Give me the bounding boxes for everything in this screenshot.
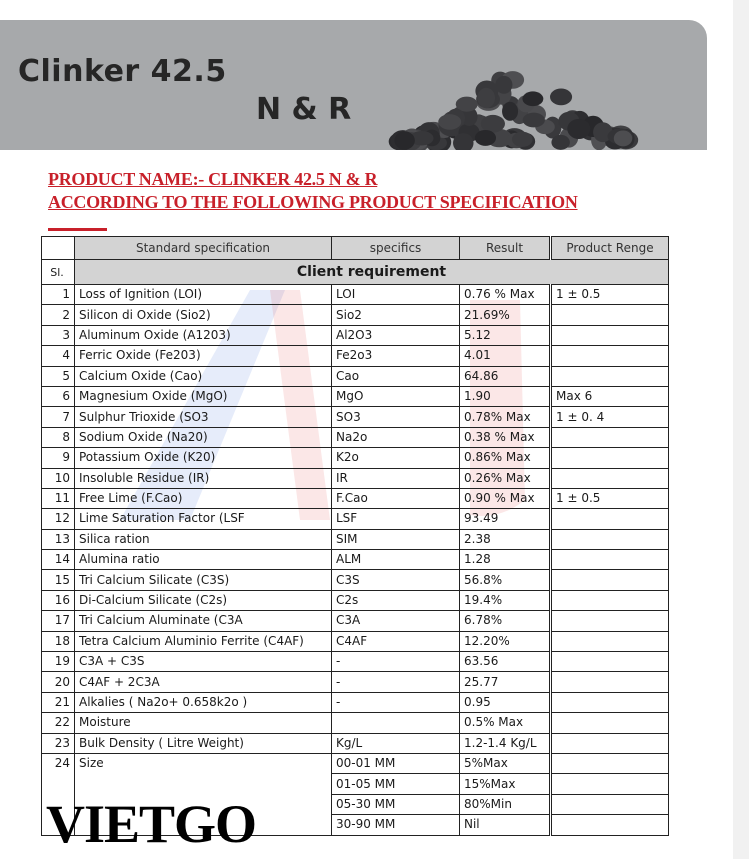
clinker-nodule bbox=[502, 102, 518, 121]
table-row bbox=[42, 468, 669, 488]
row-result: 0.86% Max bbox=[460, 448, 551, 468]
clinker-nodule bbox=[614, 130, 632, 146]
row-specification: Aluminum Oxide (A1203) bbox=[75, 325, 332, 345]
row-specification: C4AF + 2C3A bbox=[75, 672, 332, 692]
clinker-nodule bbox=[567, 119, 590, 139]
header-standard-specification: Standard specification bbox=[75, 237, 332, 260]
row-specification: Di-Calcium Silicate (C2s) bbox=[75, 590, 332, 610]
row-specification: Tetra Calcium Aluminio Ferrite (C4AF) bbox=[75, 631, 332, 651]
size-range: 00-01 MM bbox=[332, 753, 460, 773]
row-number: 2 bbox=[42, 305, 75, 325]
table-row bbox=[42, 611, 669, 631]
row-product-range bbox=[551, 753, 669, 773]
row-specifics: Sio2 bbox=[332, 305, 460, 325]
row-product-range: Max 6 bbox=[551, 386, 669, 406]
row-specification: Free Lime (F.Cao) bbox=[75, 488, 332, 508]
row-specifics: LOI bbox=[332, 285, 460, 305]
row-specification: C3A + C3S bbox=[75, 652, 332, 672]
row-number: 5 bbox=[42, 366, 75, 386]
row-result: 0.90 % Max bbox=[460, 488, 551, 508]
row-specification: Sulphur Trioxide (SO3 bbox=[75, 407, 332, 427]
table-row bbox=[42, 366, 669, 386]
table-row bbox=[42, 325, 669, 345]
row-product-range bbox=[551, 468, 669, 488]
table-row bbox=[42, 509, 669, 529]
row-result: 56.8% bbox=[460, 570, 551, 590]
row-specifics: IR bbox=[332, 468, 460, 488]
table-row bbox=[42, 448, 669, 468]
row-specifics: - bbox=[332, 672, 460, 692]
row-specifics: C2s bbox=[332, 590, 460, 610]
size-range: 01-05 MM bbox=[332, 774, 460, 794]
product-banner bbox=[0, 20, 707, 150]
size-result: 80%Min bbox=[460, 794, 551, 814]
row-specification: Alumina ratio bbox=[75, 550, 332, 570]
row-product-range bbox=[551, 590, 669, 610]
row-number: 4 bbox=[42, 346, 75, 366]
row-product-range bbox=[551, 529, 669, 549]
heading-line-2: ACCORDING TO THE FOLLOWING PRODUCT SPECIFICATION bbox=[48, 192, 578, 212]
row-specifics: Al2O3 bbox=[332, 325, 460, 345]
row-product-range bbox=[551, 305, 669, 325]
row-product-range bbox=[551, 733, 669, 753]
row-specifics: Na2o bbox=[332, 427, 460, 447]
row-specifics: MgO bbox=[332, 386, 460, 406]
row-specification: Sodium Oxide (Na20) bbox=[75, 427, 332, 447]
row-product-range bbox=[551, 652, 669, 672]
clinker-nodule bbox=[550, 89, 572, 106]
row-product-range bbox=[551, 570, 669, 590]
row-specification: Tri Calcium Silicate (C3S) bbox=[75, 570, 332, 590]
red-underline-bar bbox=[48, 228, 107, 231]
row-number: 24 bbox=[42, 753, 75, 835]
row-result: 93.49 bbox=[460, 509, 551, 529]
row-result: 21.69% bbox=[460, 305, 551, 325]
row-result: 12.20% bbox=[460, 631, 551, 651]
row-specification: Loss of Ignition (LOI) bbox=[75, 285, 332, 305]
row-specification: Bulk Density ( Litre Weight) bbox=[75, 733, 332, 753]
row-result: 1.90 bbox=[460, 386, 551, 406]
row-number: 1 bbox=[42, 285, 75, 305]
table-row bbox=[42, 631, 669, 651]
row-result: 25.77 bbox=[460, 672, 551, 692]
table-row bbox=[42, 305, 669, 325]
row-result: 0.26% Max bbox=[460, 468, 551, 488]
table-row bbox=[42, 570, 669, 590]
row-specifics: Kg/L bbox=[332, 733, 460, 753]
row-number: 14 bbox=[42, 550, 75, 570]
row-number: 10 bbox=[42, 468, 75, 488]
row-product-range bbox=[551, 611, 669, 631]
row-result: 6.78% bbox=[460, 611, 551, 631]
row-number: 11 bbox=[42, 488, 75, 508]
row-result: 0.5% Max bbox=[460, 713, 551, 733]
clinker-pile-image bbox=[378, 65, 648, 150]
row-product-range: 1 ± 0.5 bbox=[551, 488, 669, 508]
table-row bbox=[42, 672, 669, 692]
clinker-nodule bbox=[512, 132, 533, 147]
table-row bbox=[42, 529, 669, 549]
row-specification: Insoluble Residue (IR) bbox=[75, 468, 332, 488]
row-specifics: LSF bbox=[332, 509, 460, 529]
row-specification: Calcium Oxide (Cao) bbox=[75, 366, 332, 386]
row-result: 19.4% bbox=[460, 590, 551, 610]
table-row-size bbox=[42, 753, 669, 773]
row-number: 12 bbox=[42, 509, 75, 529]
table-row bbox=[42, 550, 669, 570]
row-number: 22 bbox=[42, 713, 75, 733]
row-specifics: Fe2o3 bbox=[332, 346, 460, 366]
sl-label: Sl. bbox=[42, 260, 75, 285]
table-row bbox=[42, 713, 669, 733]
row-result: 1.28 bbox=[460, 550, 551, 570]
clinker-nodule bbox=[438, 114, 461, 130]
table-row bbox=[42, 427, 669, 447]
header-sl-blank bbox=[42, 237, 75, 260]
row-specification: Tri Calcium Aluminate (C3A bbox=[75, 611, 332, 631]
row-result: 63.56 bbox=[460, 652, 551, 672]
row-specification: Moisture bbox=[75, 713, 332, 733]
row-result: 4.01 bbox=[460, 346, 551, 366]
row-result: 0.78% Max bbox=[460, 407, 551, 427]
row-number: 15 bbox=[42, 570, 75, 590]
row-number: 19 bbox=[42, 652, 75, 672]
row-number: 16 bbox=[42, 590, 75, 610]
row-product-range bbox=[551, 509, 669, 529]
row-number: 7 bbox=[42, 407, 75, 427]
table-row bbox=[42, 652, 669, 672]
table-row bbox=[42, 407, 669, 427]
header-result: Result bbox=[460, 237, 551, 260]
row-product-range bbox=[551, 794, 669, 814]
row-product-range bbox=[551, 631, 669, 651]
size-result: 15%Max bbox=[460, 774, 551, 794]
row-result: 0.38 % Max bbox=[460, 427, 551, 447]
row-specifics: ALM bbox=[332, 550, 460, 570]
row-number: 3 bbox=[42, 325, 75, 345]
size-range: 30-90 MM bbox=[332, 815, 460, 835]
size-result: 5%Max bbox=[460, 753, 551, 773]
row-product-range bbox=[551, 366, 669, 386]
row-specifics: K2o bbox=[332, 448, 460, 468]
row-specifics: C3A bbox=[332, 611, 460, 631]
row-product-range bbox=[551, 346, 669, 366]
row-specifics: F.Cao bbox=[332, 488, 460, 508]
client-requirement-row bbox=[42, 260, 669, 285]
clinker-nodule bbox=[523, 113, 545, 128]
row-result: 0.76 % Max bbox=[460, 285, 551, 305]
row-specifics: C4AF bbox=[332, 631, 460, 651]
clinker-nodule bbox=[522, 91, 543, 106]
row-result: 2.38 bbox=[460, 529, 551, 549]
row-specification: Magnesium Oxide (MgO) bbox=[75, 386, 332, 406]
header-product-range: Product Renge bbox=[551, 237, 669, 260]
row-specification: Size bbox=[75, 753, 332, 835]
row-product-range: 1 ± 0.5 bbox=[551, 285, 669, 305]
row-product-range bbox=[551, 325, 669, 345]
row-product-range bbox=[551, 815, 669, 835]
row-number: 20 bbox=[42, 672, 75, 692]
banner-subtitle: N & R bbox=[256, 92, 352, 127]
header-specifics: specifics bbox=[332, 237, 460, 260]
clinker-nodule bbox=[477, 88, 495, 108]
table-row bbox=[42, 488, 669, 508]
row-specification: Potassium Oxide (K20) bbox=[75, 448, 332, 468]
clinker-nodule bbox=[475, 130, 496, 146]
banner-title: Clinker 42.5 bbox=[18, 54, 227, 89]
client-requirement-label: Client requirement bbox=[75, 260, 669, 285]
row-specifics: Cao bbox=[332, 366, 460, 386]
product-heading bbox=[48, 168, 578, 214]
table-row bbox=[42, 285, 669, 305]
row-result: 1.2-1.4 Kg/L bbox=[460, 733, 551, 753]
table-header-row bbox=[42, 237, 669, 260]
row-product-range: 1 ± 0. 4 bbox=[551, 407, 669, 427]
table-row bbox=[42, 590, 669, 610]
size-result: Nil bbox=[460, 815, 551, 835]
row-number: 18 bbox=[42, 631, 75, 651]
row-specification: Lime Saturation Factor (LSF bbox=[75, 509, 332, 529]
row-result: 64.86 bbox=[460, 366, 551, 386]
row-specifics: - bbox=[332, 692, 460, 712]
row-specification: Silicon di Oxide (Sio2) bbox=[75, 305, 332, 325]
row-product-range bbox=[551, 692, 669, 712]
row-result: 0.95 bbox=[460, 692, 551, 712]
row-specifics: C3S bbox=[332, 570, 460, 590]
row-number: 6 bbox=[42, 386, 75, 406]
row-number: 21 bbox=[42, 692, 75, 712]
row-specifics: SO3 bbox=[332, 407, 460, 427]
row-product-range bbox=[551, 713, 669, 733]
row-specifics: SIM bbox=[332, 529, 460, 549]
row-specifics: - bbox=[332, 652, 460, 672]
row-specification: Alkalies ( Na2o+ 0.658k2o ) bbox=[75, 692, 332, 712]
table-row bbox=[42, 733, 669, 753]
table-row bbox=[42, 346, 669, 366]
row-product-range bbox=[551, 427, 669, 447]
row-product-range bbox=[551, 448, 669, 468]
page-edge bbox=[733, 0, 749, 859]
vietgo-watermark: VIETGO bbox=[46, 794, 257, 854]
row-specifics bbox=[332, 713, 460, 733]
clinker-nodule bbox=[481, 115, 505, 133]
row-specification: Silica ration bbox=[75, 529, 332, 549]
row-number: 23 bbox=[42, 733, 75, 753]
specification-table bbox=[41, 236, 669, 836]
table-row bbox=[42, 386, 669, 406]
row-product-range bbox=[551, 550, 669, 570]
clinker-nodule bbox=[551, 135, 569, 150]
row-product-range bbox=[551, 672, 669, 692]
row-result: 5.12 bbox=[460, 325, 551, 345]
heading-line-1: PRODUCT NAME:- CLINKER 42.5 N & R bbox=[48, 169, 378, 189]
row-number: 8 bbox=[42, 427, 75, 447]
row-number: 9 bbox=[42, 448, 75, 468]
size-range: 05-30 MM bbox=[332, 794, 460, 814]
row-product-range bbox=[551, 774, 669, 794]
clinker-nodule bbox=[394, 131, 414, 149]
row-number: 17 bbox=[42, 611, 75, 631]
row-number: 13 bbox=[42, 529, 75, 549]
table-row bbox=[42, 692, 669, 712]
row-specification: Ferric Oxide (Fe203) bbox=[75, 346, 332, 366]
